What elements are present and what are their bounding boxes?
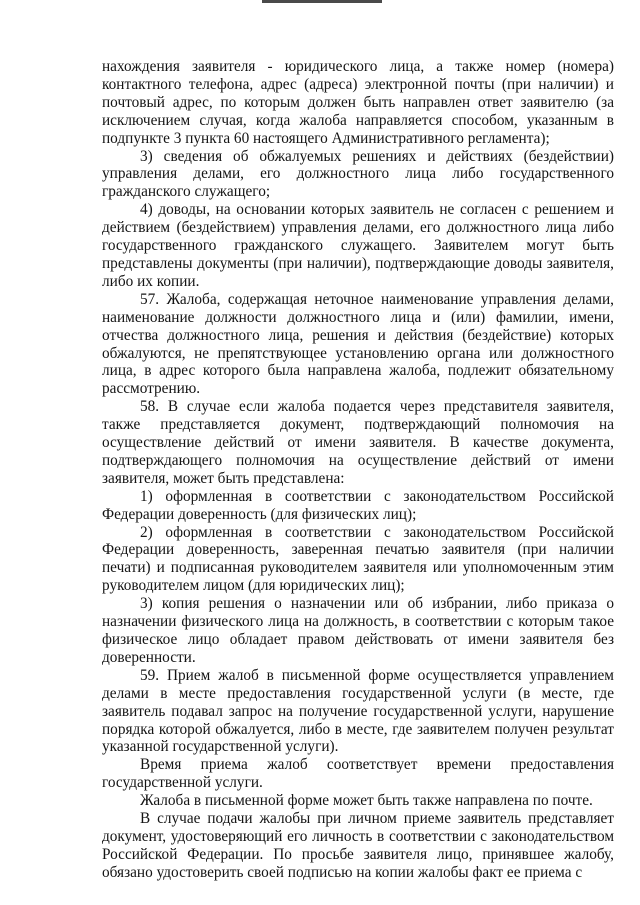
top-edge-mark bbox=[262, 0, 382, 3]
paragraph-59: 59. Прием жалоб в письменной форме осуществляется управлением делами в месте предоставления государственной услуги (в месте, где заявитель подавал запрос на получение государственной услуги, нарушение порядка которой обжалуется, либо в месте, где заявителем получен результат указанной государственной услуги). bbox=[102, 666, 614, 756]
paragraph-57: 57. Жалоба, содержащая неточное наименование управления делами, наименование должности должностного лица и (или) фамилии, имени, отчества должностного лица, решения и действия (бездействие) которых обжалуются, не препятствующее установлению органа или должностного лица, в адрес которого была направлена жалоба, подлежит обязательному рассмотрению. bbox=[102, 290, 614, 398]
paragraph-58: 58. В случае если жалоба подается через представителя заявителя, также представляется документ, подтверждающий полномочия на осуществление действий от имени заявителя. В качестве документа, подтверждающего полномочия на осуществление действий от имени заявителя, может быть представлена: bbox=[102, 398, 614, 487]
paragraph-continuation: нахождения заявителя - юридического лица, а также номер (номера) контактного телефона, адрес (адреса) электронной почты (при наличии) и почтовый адрес, по которым должен быть направлен ответ заявителю (за исключением случая, когда жалоба направляется способом, указанным в подпункте 3 пункта 60 настоящего Административного регламента); bbox=[102, 58, 614, 147]
paragraph-item-4: 4) доводы, на основании которых заявитель не согласен с решением и действием (бездействием) управления делами, его должностного лица либо государственного гражданского служащего. Заявителем могут быть представлены документы (при наличии), подтверждающие доводы заявителя, либо их копии. bbox=[102, 201, 614, 290]
paragraph-58-item-1: 1) оформленная в соответствии с законодательством Российской Федерации доверенность (для физических лиц); bbox=[102, 487, 614, 523]
paragraph-58-item-2: 2) оформленная в соответствии с законодательством Российской Федерации доверенность, заверенная печатью заявителя (при наличии печати) и подписанная руководителем заявителя или уполномоченным этим руководителем лицом (для юридических лиц); bbox=[102, 523, 614, 595]
paragraph-58-item-3: 3) копия решения о назначении или об избрании, либо приказа о назначении физического лица на должность, в соответствии с которым такое физическое лицо обладает правом действовать от имени заявителя без доверенности. bbox=[102, 595, 614, 666]
paragraph-reception-time: Время приема жалоб соответствует времени предоставления государственной услуги. bbox=[102, 756, 614, 792]
paragraph-postal-complaint: Жалоба в письменной форме может быть также направлена по почте. bbox=[140, 792, 593, 810]
paragraph-personal-reception: В случае подачи жалобы при личном приеме заявитель представляет документ, удостоверяющий его личность в соответствии с законодательством Российской Федерации. По просьбе заявителя лицо, принявшее жалобу, обязано удостоверить своей подписью на копии жалобы факт ее приема с bbox=[102, 810, 614, 881]
document-body bbox=[102, 58, 614, 882]
paragraph-item-3: 3) сведения об обжалуемых решениях и действиях (бездействии) управления делами, его должностного лица либо государственного гражданского служащего; bbox=[102, 147, 614, 201]
